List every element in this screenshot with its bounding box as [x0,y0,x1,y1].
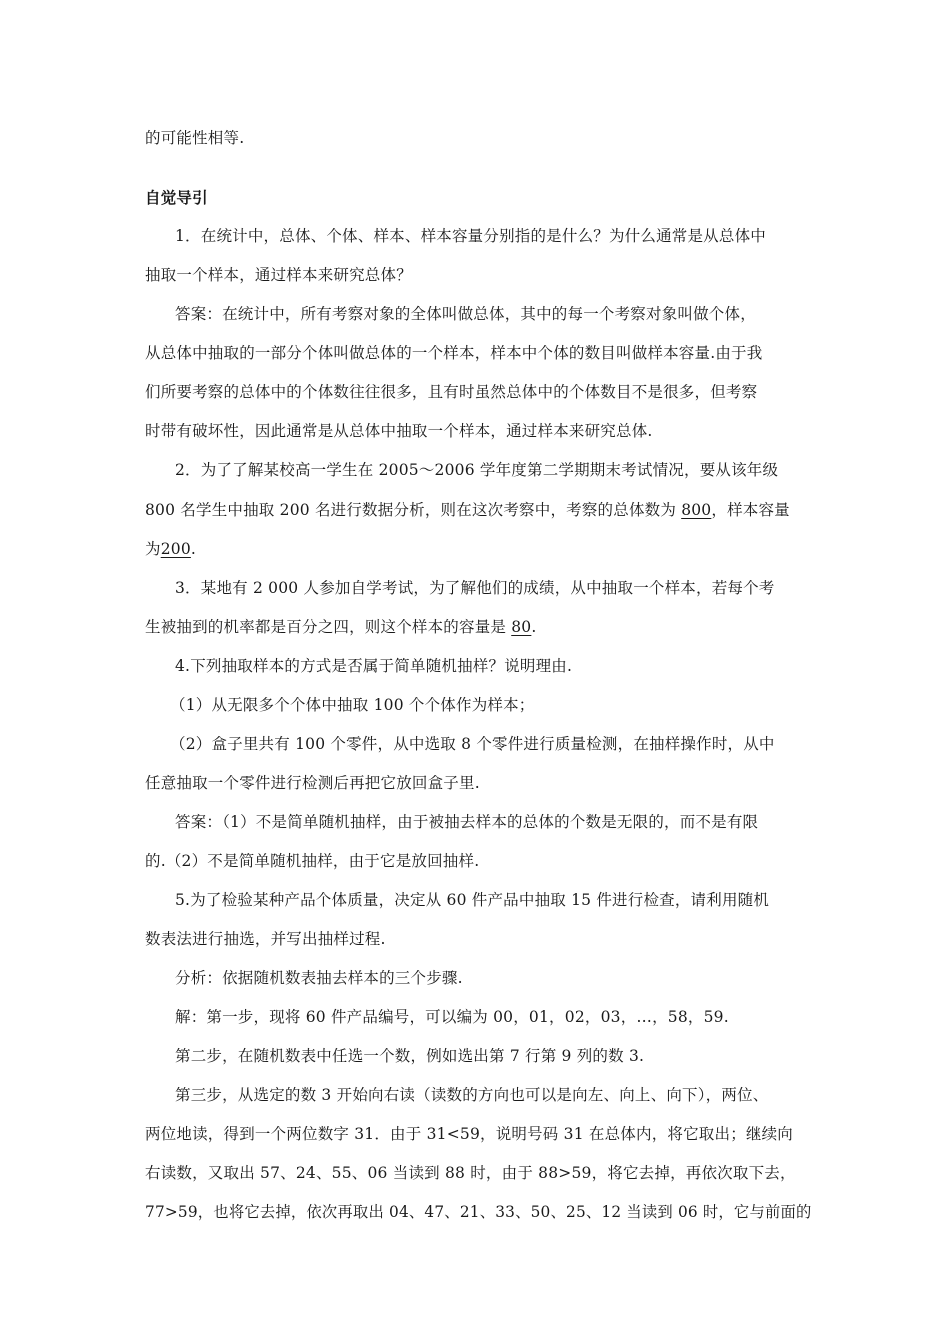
question-2-line-2-tail: ，样本容量 [711,501,790,519]
question-2-line-3-text: 为 [145,540,161,558]
solution-step-1: 解：第一步，现将 60 件产品编号，可以编为 00，01，02，03，…，58，59. [175,1008,729,1026]
answer-4-line-2: 的.（2）不是简单随机抽样，由于它是放回抽样. [145,852,480,870]
answer-value-80: 80 [511,618,532,636]
solution-step-3-line-3: 右读数，又取出 57、24、55、06 当读到 88 时，由于 88>59，将它去掉，再依次取下去， [145,1164,796,1182]
solution-step-3-line-2: 两位地读，得到一个两位数字 31．由于 31<59，说明号码 31 在总体内，将它取出；继续向 [145,1125,793,1143]
question-2-line-2-text: 800 名学生中抽取 200 名进行数据分析，则在这次考察中，考察的总体数为 [145,501,682,519]
solution-step-3-line-1: 第三步，从选定的数 3 开始向右读（读数的方向也可以是向左、向上、向下），两位、 [175,1086,769,1104]
question-5-line-2: 数表法进行抽选，并写出抽样过程. [145,930,386,948]
answer-1-line-3: 们所要考察的总体中的个体数往往很多，且有时虽然总体中的个体数目不是很多，但考察 [145,383,758,401]
solution-step-2: 第二步，在随机数表中任选一个数，例如选出第 7 行第 9 列的数 3. [175,1047,645,1065]
question-3-line-1: 3．某地有 2 000 人参加自学考试，为了解他们的成绩，从中抽取一个样本，若每个考 [175,579,775,597]
question-3-line-2 [145,617,537,637]
question-2-line-2 [145,500,790,520]
question-4-line-1: 4.下列抽取样本的方式是否属于简单随机抽样？说明理由. [175,657,573,675]
question-4-item-2-line-1: （2）盒子里共有 100 个零件，从中选取 8 个零件进行质量检测，在抽样操作时，从中 [170,735,775,753]
question-3-line-2-text: 生被抽到的机率都是百分之四，则这个样本的容量是 [145,618,512,636]
solution-step-3-line-4: 77>59，也将它去掉，依次再取出 04、47、21、33、50、25、12 当读到 06 时，它与前面的 [145,1203,812,1221]
analysis-5: 分析：依据随机数表抽去样本的三个步骤. [175,969,463,987]
answer-1-line-2: 从总体中抽取的一部分个体叫做总体的一个样本，样本中个体的数目叫做样本容量.由于我 [145,344,763,362]
question-5-line-1: 5.为了检验某种产品个体质量，决定从 60 件产品中抽取 15 件进行检查，请利用随机 [175,891,770,909]
answer-1-line-4: 时带有破坏性，因此通常是从总体中抽取一个样本，通过样本来研究总体. [145,422,653,440]
question-2-line-3 [145,539,196,559]
question-4-item-1: （1）从无限多个个体中抽取 100 个个体作为样本； [170,696,535,714]
question-1-line-2: 抽取一个样本，通过样本来研究总体？ [145,266,412,284]
question-1-line-1: 1．在统计中，总体、个体、样本、样本容量分别指的是什么？为什么通常是从总体中 [175,227,766,245]
answer-value-200: 200 [160,540,191,558]
answer-1-line-1: 答案：在统计中，所有考察对象的全体叫做总体，其中的每一个考察对象叫做个体， [175,305,756,323]
question-2-line-1: 2．为了了解某校高一学生在 2005～2006 学年度第二学期期末考试情况，要从该年级 [175,461,779,479]
paragraph-fragment: 的可能性相等. [145,129,245,147]
question-2-line-3-tail: . [190,540,197,558]
answer-value-800: 800 [681,501,712,519]
section-heading: 自觉导引 [145,189,208,207]
question-3-line-2-tail: . [531,618,537,636]
answer-4-line-1: 答案：（1）不是简单随机抽样，由于被抽去样本的总体的个数是无限的，而不是有限 [175,813,759,831]
question-4-item-2-line-2: 任意抽取一个零件进行检测后再把它放回盒子里. [145,774,480,792]
